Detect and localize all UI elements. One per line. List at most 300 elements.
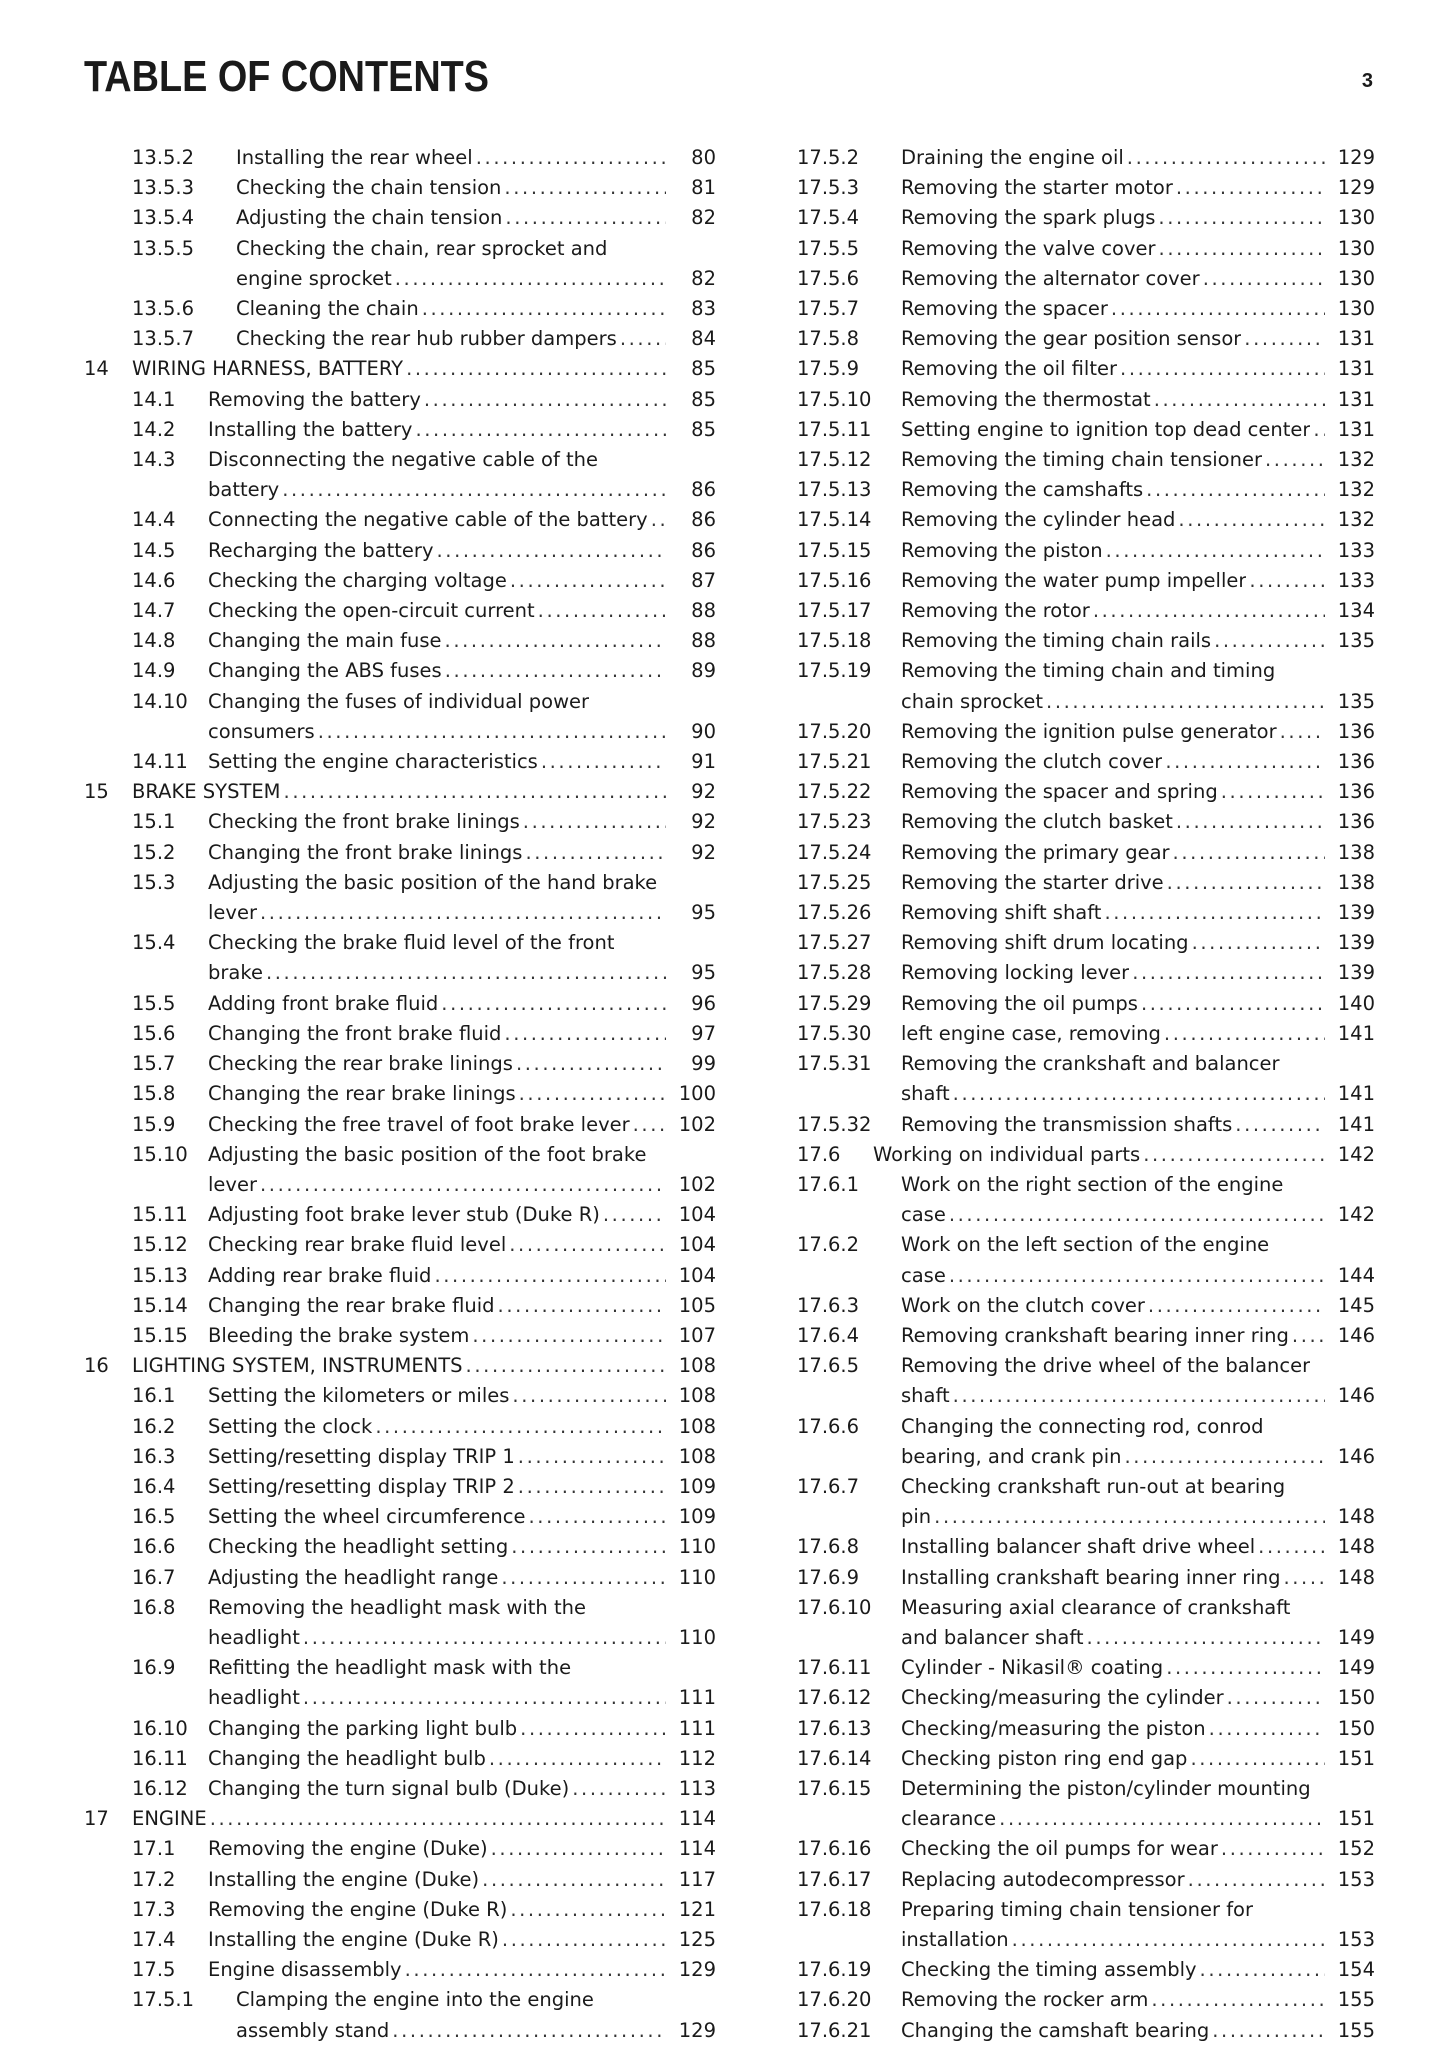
toc-leader-dots <box>405 1955 666 1985</box>
toc-leader-dots <box>934 1502 1325 1532</box>
toc-entry-number: 17.6.11 <box>797 1656 872 1680</box>
toc-entry[interactable] <box>84 1834 716 1864</box>
toc-entry-number: 17.4 <box>132 1927 176 1951</box>
toc-leader-dots <box>1188 1865 1325 1895</box>
toc-entry[interactable] <box>84 385 716 415</box>
toc-entry[interactable] <box>797 2016 1375 2046</box>
toc-entry-title: Engine disassembly <box>208 1958 402 1982</box>
toc-entry-page: 112 <box>678 1746 716 1770</box>
toc-entry[interactable] <box>797 1472 1375 1532</box>
toc-entry-page: 151 <box>1337 1807 1375 1831</box>
toc-entry[interactable] <box>84 1200 716 1230</box>
toc-entry-number: 17.6.5 <box>797 1354 860 1378</box>
toc-entry[interactable] <box>84 203 716 233</box>
toc-entry[interactable] <box>84 1230 716 1260</box>
toc-entry-number: 14.7 <box>132 599 176 623</box>
toc-leader-dots <box>1124 1442 1325 1472</box>
toc-entry-title: Removing the timing chain rails <box>901 629 1212 653</box>
toc-entry[interactable] <box>797 505 1375 535</box>
toc-entry-title: Changing the ABS fuses <box>208 659 442 683</box>
toc-entry[interactable] <box>84 656 716 686</box>
toc-entry[interactable] <box>84 777 716 807</box>
toc-leader-dots <box>1292 1321 1325 1351</box>
toc-entry[interactable] <box>797 1291 1375 1321</box>
toc-entry-page: 153 <box>1337 1927 1375 1951</box>
toc-leader-dots <box>520 1714 666 1744</box>
toc-leader-dots <box>282 475 666 505</box>
toc-entry[interactable] <box>84 1865 716 1895</box>
toc-leader-dots <box>1159 234 1325 264</box>
toc-entry-title: battery <box>208 478 280 502</box>
toc-leader-dots <box>518 1472 666 1502</box>
toc-entry-title: Removing the alternator cover <box>901 266 1200 290</box>
toc-entry-title: clearance <box>901 1807 997 1831</box>
toc-entry[interactable] <box>797 324 1375 354</box>
toc-entry-page: 140 <box>1337 991 1375 1015</box>
toc-leader-dots <box>1265 445 1325 475</box>
toc-entry-title: shaft <box>901 1384 950 1408</box>
toc-entry-title: assembly stand <box>236 2018 390 2042</box>
toc-entry[interactable] <box>84 1502 716 1532</box>
toc-entry-title: Determining the piston/cylinder mounting <box>901 1776 1311 1800</box>
toc-leader-dots <box>1120 354 1325 384</box>
toc-entry[interactable] <box>797 1140 1375 1170</box>
toc-leader-dots <box>633 1110 666 1140</box>
toc-entry-title: Removing the drive wheel of the balancer <box>901 1354 1311 1378</box>
toc-entry[interactable] <box>84 1653 716 1713</box>
toc-entry-title: Working on individual parts <box>873 1142 1141 1166</box>
toc-entry-page: 130 <box>1337 266 1375 290</box>
toc-entry-number: 15.3 <box>132 870 176 894</box>
toc-leader-dots <box>491 1834 666 1864</box>
toc-entry[interactable] <box>797 1170 1375 1230</box>
toc-entry-page: 129 <box>1337 146 1375 169</box>
toc-leader-dots <box>1221 777 1325 807</box>
toc-entry[interactable] <box>797 1593 1375 1653</box>
toc-entry[interactable] <box>84 989 716 1019</box>
toc-entry-page: 110 <box>678 1625 716 1649</box>
toc-entry-number: 14 <box>84 357 109 381</box>
toc-entry-title: pin <box>901 1505 932 1529</box>
toc-entry[interactable] <box>797 898 1375 928</box>
toc-entry[interactable] <box>797 596 1375 626</box>
toc-entry-number: 17.5.31 <box>797 1052 872 1076</box>
toc-entry-number: 17.5.16 <box>797 568 872 592</box>
toc-entry-number: 17.5.6 <box>797 266 860 290</box>
toc-entry-title: Checking piston ring end gap <box>901 1746 1188 1770</box>
toc-leader-dots <box>303 1683 666 1713</box>
toc-entry[interactable] <box>797 1834 1375 1864</box>
toc-entry[interactable] <box>797 143 1375 173</box>
toc-entry-page: 89 <box>691 659 716 683</box>
toc-entry[interactable] <box>84 173 716 203</box>
toc-entry-title: Removing the oil filter <box>901 357 1118 381</box>
toc-entry[interactable] <box>84 596 716 626</box>
toc-entry[interactable] <box>84 928 716 988</box>
toc-entry-page: 125 <box>678 1927 716 1951</box>
toc-entry[interactable] <box>84 143 716 173</box>
toc-entry[interactable] <box>797 203 1375 233</box>
toc-entry-title: Refitting the headlight mask with the <box>208 1656 572 1680</box>
toc-entry-title: Work on the right section of the engine <box>901 1172 1284 1196</box>
toc-entry-number: 15.2 <box>132 840 176 864</box>
toc-entry-page: 131 <box>1337 327 1375 351</box>
toc-entry-title: Removing the oil pumps <box>901 991 1138 1015</box>
toc-entry-title: Removing shift drum locating <box>901 931 1189 955</box>
toc-entry-page: 135 <box>1337 629 1375 653</box>
toc-entry-page: 130 <box>1337 206 1375 230</box>
toc-leader-dots <box>504 173 666 203</box>
toc-entry[interactable] <box>84 1049 716 1079</box>
toc-leader-dots <box>1151 1985 1325 2015</box>
toc-entry-title: Removing the engine (Duke) <box>208 1837 488 1861</box>
toc-entry[interactable] <box>797 1563 1375 1593</box>
toc-entry[interactable] <box>84 1321 716 1351</box>
toc-entry-page: 149 <box>1337 1625 1375 1649</box>
toc-entry-number: 16.12 <box>132 1776 188 1800</box>
toc-entry-page: 135 <box>1337 689 1375 713</box>
toc-entry[interactable] <box>84 1955 716 1985</box>
toc-entry[interactable] <box>797 234 1375 264</box>
toc-entry[interactable] <box>84 1804 716 1834</box>
toc-entry-number: 13.5.3 <box>132 176 195 200</box>
toc-entry[interactable] <box>797 1412 1375 1472</box>
toc-entry-title: Removing the starter motor <box>901 176 1173 200</box>
toc-entry-title: Removing the ignition pulse generator <box>901 719 1277 743</box>
toc-leader-dots <box>489 1744 666 1774</box>
toc-entry[interactable] <box>797 717 1375 747</box>
toc-entry-number: 14.9 <box>132 659 176 683</box>
page-number: 3 <box>1361 70 1373 92</box>
toc-entry-number: 17.5.11 <box>797 417 872 441</box>
toc-entry-title: Removing crankshaft bearing inner ring <box>901 1323 1289 1347</box>
toc-leader-dots <box>516 1049 666 1079</box>
toc-entry-page: 138 <box>1337 870 1375 894</box>
toc-left-column <box>84 143 716 2046</box>
toc-entry[interactable] <box>84 868 716 928</box>
toc-entry-page: 95 <box>691 901 716 925</box>
toc-entry[interactable] <box>84 626 716 656</box>
toc-entry-page: 130 <box>1337 297 1375 321</box>
toc-entry[interactable] <box>84 1985 716 2045</box>
toc-entry[interactable] <box>797 354 1375 384</box>
toc-entry[interactable] <box>84 1079 716 1109</box>
toc-leader-dots <box>436 536 666 566</box>
toc-entry[interactable] <box>797 294 1375 324</box>
toc-entry-title: Removing the gear position sensor <box>901 327 1242 351</box>
toc-entry-number: 14.10 <box>132 689 188 713</box>
toc-entry[interactable] <box>797 868 1375 898</box>
toc-leader-dots <box>1164 1019 1325 1049</box>
toc-entry-title: Clamping the engine into the engine <box>236 1988 594 2012</box>
toc-leader-dots <box>518 1442 666 1472</box>
toc-leader-dots <box>406 354 666 384</box>
toc-entry-page: 85 <box>691 357 716 381</box>
toc-entry[interactable] <box>797 475 1375 505</box>
toc-entry-number: 15.8 <box>132 1082 176 1106</box>
toc-entry-number: 17.5.29 <box>797 991 872 1015</box>
toc-entry-number: 17.6.19 <box>797 1958 872 1982</box>
toc-entry-page: 132 <box>1337 478 1375 502</box>
toc-entry[interactable] <box>797 1744 1375 1774</box>
toc-entry[interactable] <box>84 536 716 566</box>
toc-leader-dots <box>445 626 666 656</box>
toc-entry-number: 17.5.28 <box>797 961 872 985</box>
toc-leader-dots <box>1148 1291 1325 1321</box>
toc-entry[interactable] <box>84 324 716 354</box>
toc-entry-title: headlight <box>208 1686 300 1710</box>
toc-entry[interactable] <box>84 1442 716 1472</box>
toc-entry[interactable] <box>797 1110 1375 1140</box>
toc-entry-title: Checking the chain tension <box>236 176 502 200</box>
toc-entry-title: Bleeding the brake system <box>208 1323 470 1347</box>
toc-entry-title: Measuring axial clearance of crankshaft <box>901 1595 1291 1619</box>
toc-entry[interactable] <box>84 1925 716 1955</box>
toc-leader-dots <box>1127 143 1325 173</box>
toc-entry-number: 13.5.7 <box>132 327 195 351</box>
toc-leader-dots <box>476 143 666 173</box>
toc-leader-dots <box>1190 1744 1325 1774</box>
toc-entry[interactable] <box>84 1140 716 1200</box>
toc-entry-page: 92 <box>691 810 716 834</box>
toc-entry-page: 110 <box>678 1565 716 1589</box>
toc-entry-page: 146 <box>1337 1444 1375 1468</box>
toc-entry[interactable] <box>797 1049 1375 1109</box>
toc-entry[interactable] <box>797 1714 1375 1744</box>
toc-entry[interactable] <box>797 1230 1375 1290</box>
toc-entry-number: 17.5.26 <box>797 901 872 925</box>
toc-entry-title: Changing the rear brake fluid <box>208 1293 495 1317</box>
toc-entry-number: 17.5.23 <box>797 810 872 834</box>
toc-entry-title: Checking the free travel of foot brake lever <box>208 1112 630 1136</box>
toc-leader-dots <box>523 807 666 837</box>
toc-entry[interactable] <box>84 566 716 596</box>
toc-leader-dots <box>1200 1955 1325 1985</box>
toc-entry[interactable] <box>84 1110 716 1140</box>
toc-entry[interactable] <box>797 445 1375 475</box>
toc-entry[interactable] <box>84 747 716 777</box>
toc-entry[interactable] <box>797 1683 1375 1713</box>
toc-leader-dots <box>1214 626 1325 656</box>
toc-entry-title: Installing the engine (Duke R) <box>208 1927 499 1951</box>
toc-entry-page: 113 <box>678 1776 716 1800</box>
toc-entry[interactable] <box>84 1412 716 1442</box>
toc-entry-title: Adding rear brake fluid <box>208 1263 432 1287</box>
toc-entry[interactable] <box>797 958 1375 988</box>
toc-entry-title: Replacing autodecompressor <box>901 1867 1185 1891</box>
toc-entry-page: 146 <box>1337 1323 1375 1347</box>
toc-entry[interactable] <box>84 445 716 505</box>
toc-entry[interactable] <box>797 989 1375 1019</box>
toc-leader-dots <box>1173 838 1325 868</box>
toc-entry-number: 13.5.2 <box>132 146 195 169</box>
toc-leader-dots <box>1176 807 1325 837</box>
toc-entry[interactable] <box>797 1865 1375 1895</box>
toc-entry[interactable] <box>797 1351 1375 1411</box>
toc-entry-page: 155 <box>1337 2018 1375 2042</box>
toc-entry-number: 17.6.17 <box>797 1867 872 1891</box>
toc-entry[interactable] <box>797 536 1375 566</box>
toc-entry-number: 17.5.30 <box>797 1021 872 1045</box>
toc-entry[interactable] <box>797 777 1375 807</box>
toc-entry-title: Draining the engine oil <box>901 146 1124 169</box>
toc-entry-title: Adjusting the basic position of the foot brake <box>208 1142 647 1166</box>
toc-entry-page: 87 <box>691 568 716 592</box>
toc-entry-page: 136 <box>1337 719 1375 743</box>
toc-entry-page: 134 <box>1337 599 1375 623</box>
toc-leader-dots <box>1235 1110 1325 1140</box>
toc-entry-number: 13.5.6 <box>132 297 195 321</box>
toc-entry-number: 17.5.15 <box>797 538 872 562</box>
toc-entry-title: Removing the piston <box>901 538 1103 562</box>
toc-entry[interactable] <box>84 1532 716 1562</box>
toc-entry-title: Work on the clutch cover <box>901 1293 1145 1317</box>
toc-entry-number: 17.6.20 <box>797 1988 872 2012</box>
toc-entry[interactable] <box>797 626 1375 656</box>
toc-entry-number: 16.5 <box>132 1505 176 1529</box>
toc-entry-page: 99 <box>691 1052 716 1076</box>
toc-entry-title: ENGINE <box>132 1807 207 1831</box>
toc-entry[interactable] <box>84 1381 716 1411</box>
toc-entry[interactable] <box>84 354 716 384</box>
toc-entry-title: headlight <box>208 1625 300 1649</box>
toc-entry[interactable] <box>797 1774 1375 1834</box>
toc-leader-dots <box>502 1925 666 1955</box>
toc-entry[interactable] <box>84 234 716 294</box>
toc-entry-title: Cleaning the chain <box>236 297 419 321</box>
toc-entry[interactable] <box>84 1714 716 1744</box>
toc-entry[interactable] <box>84 838 716 868</box>
toc-entry[interactable] <box>797 566 1375 596</box>
toc-entry[interactable] <box>797 1955 1375 1985</box>
toc-entry-title: Adding front brake fluid <box>208 991 439 1015</box>
toc-entry[interactable] <box>797 656 1375 716</box>
toc-entry[interactable] <box>797 1019 1375 1049</box>
toc-entry-number: 17.6.4 <box>797 1323 860 1347</box>
toc-leader-dots <box>651 505 666 535</box>
toc-entry-page: 81 <box>691 176 716 200</box>
toc-entry[interactable] <box>797 838 1375 868</box>
toc-entry-title: Checking the headlight setting <box>208 1535 509 1559</box>
toc-entry-page: 136 <box>1337 780 1375 804</box>
toc-entry-title: Setting the kilometers or miles <box>208 1384 510 1408</box>
toc-entry[interactable] <box>797 1321 1375 1351</box>
toc-entry-title: Removing the battery <box>208 387 421 411</box>
toc-entry[interactable] <box>84 807 716 837</box>
toc-entry-title: Setting engine to ignition top dead center <box>901 417 1311 441</box>
toc-entry-number: 13.5.4 <box>132 206 195 230</box>
toc-entry[interactable] <box>84 1563 716 1593</box>
toc-entry[interactable] <box>84 1261 716 1291</box>
toc-entry-title: Checking the oil pumps for wear <box>901 1837 1218 1861</box>
toc-entry-page: 104 <box>678 1263 716 1287</box>
toc-entry[interactable] <box>84 294 716 324</box>
toc-entry[interactable] <box>797 1532 1375 1562</box>
toc-entry-page: 149 <box>1337 1656 1375 1680</box>
toc-leader-dots <box>415 415 666 445</box>
toc-entry[interactable] <box>797 1985 1375 2015</box>
toc-entry-page: 108 <box>678 1444 716 1468</box>
toc-entry[interactable] <box>797 1653 1375 1683</box>
toc-entry[interactable] <box>84 1744 716 1774</box>
toc-leader-dots <box>1132 958 1325 988</box>
toc-entry-title: Checking/measuring the piston <box>901 1716 1206 1740</box>
toc-entry-number: 17.5 <box>132 1958 176 1982</box>
toc-leader-dots <box>1176 173 1325 203</box>
toc-entry[interactable] <box>84 1019 716 1049</box>
toc-entry[interactable] <box>797 415 1375 445</box>
toc-entry[interactable] <box>797 264 1375 294</box>
toc-entry-title: case <box>901 1203 946 1227</box>
toc-entry-page: 88 <box>691 629 716 653</box>
toc-entry-title: Setting/resetting display TRIP 2 <box>208 1474 515 1498</box>
toc-entry[interactable] <box>797 747 1375 777</box>
toc-entry-title: lever <box>208 901 257 925</box>
toc-entry-page: 152 <box>1337 1837 1375 1861</box>
toc-entry[interactable] <box>84 1593 716 1653</box>
toc-entry-number: 17.5.19 <box>797 659 872 683</box>
toc-entry-title: Removing the starter drive <box>901 870 1164 894</box>
toc-entry-title: Checking the charging voltage <box>208 568 507 592</box>
toc-entry[interactable] <box>84 1895 716 1925</box>
toc-entry[interactable] <box>84 1351 716 1381</box>
toc-entry-title: Changing the main fuse <box>208 629 442 653</box>
toc-entry[interactable] <box>797 928 1375 958</box>
toc-entry-title: Installing the rear wheel <box>236 146 473 169</box>
toc-entry-page: 109 <box>678 1505 716 1529</box>
toc-entry-number: 17.6.10 <box>797 1595 872 1619</box>
toc-entry-number: 17.1 <box>132 1837 176 1861</box>
toc-entry-page: 105 <box>678 1293 716 1317</box>
toc-leader-dots <box>1154 385 1325 415</box>
toc-entry-number: 17.5.21 <box>797 750 872 774</box>
toc-leader-dots <box>528 1502 666 1532</box>
toc-entry-title: Adjusting the headlight range <box>208 1565 499 1589</box>
toc-entry-page: 85 <box>691 417 716 441</box>
toc-leader-dots <box>510 566 666 596</box>
toc-entry[interactable] <box>84 1291 716 1321</box>
toc-entry[interactable] <box>797 1895 1375 1955</box>
toc-entry[interactable] <box>84 415 716 445</box>
toc-entry-number: 17.6.9 <box>797 1565 860 1589</box>
toc-leader-dots <box>1178 505 1325 535</box>
toc-entry[interactable] <box>84 505 716 535</box>
toc-entry-page: 145 <box>1337 1293 1375 1317</box>
toc-entry[interactable] <box>797 385 1375 415</box>
toc-entry-page: 100 <box>678 1082 716 1106</box>
toc-leader-dots <box>953 1079 1325 1109</box>
toc-entry-page: 91 <box>691 750 716 774</box>
toc-entry[interactable] <box>84 1774 716 1804</box>
toc-entry-number: 15.6 <box>132 1021 176 1045</box>
toc-leader-dots <box>1106 536 1325 566</box>
toc-entry-title: Work on the left section of the engine <box>901 1233 1270 1257</box>
toc-leader-dots <box>538 596 666 626</box>
toc-entry-title: Installing the engine (Duke) <box>208 1867 480 1891</box>
toc-entry-number: 17.5.4 <box>797 206 860 230</box>
toc-entry-title: engine sprocket <box>236 266 392 290</box>
toc-entry-title: Checking the open-circuit current <box>208 599 535 623</box>
toc-entry[interactable] <box>84 687 716 747</box>
toc-entry-number: 17.5.3 <box>797 176 860 200</box>
toc-entry[interactable] <box>797 173 1375 203</box>
toc-entry-number: 15.15 <box>132 1323 188 1347</box>
toc-entry[interactable] <box>797 807 1375 837</box>
toc-entry-number: 16.10 <box>132 1716 188 1740</box>
toc-entry-page: 129 <box>678 1958 716 1982</box>
toc-entry[interactable] <box>84 1472 716 1502</box>
toc-entry-number: 13.5.5 <box>132 236 195 260</box>
